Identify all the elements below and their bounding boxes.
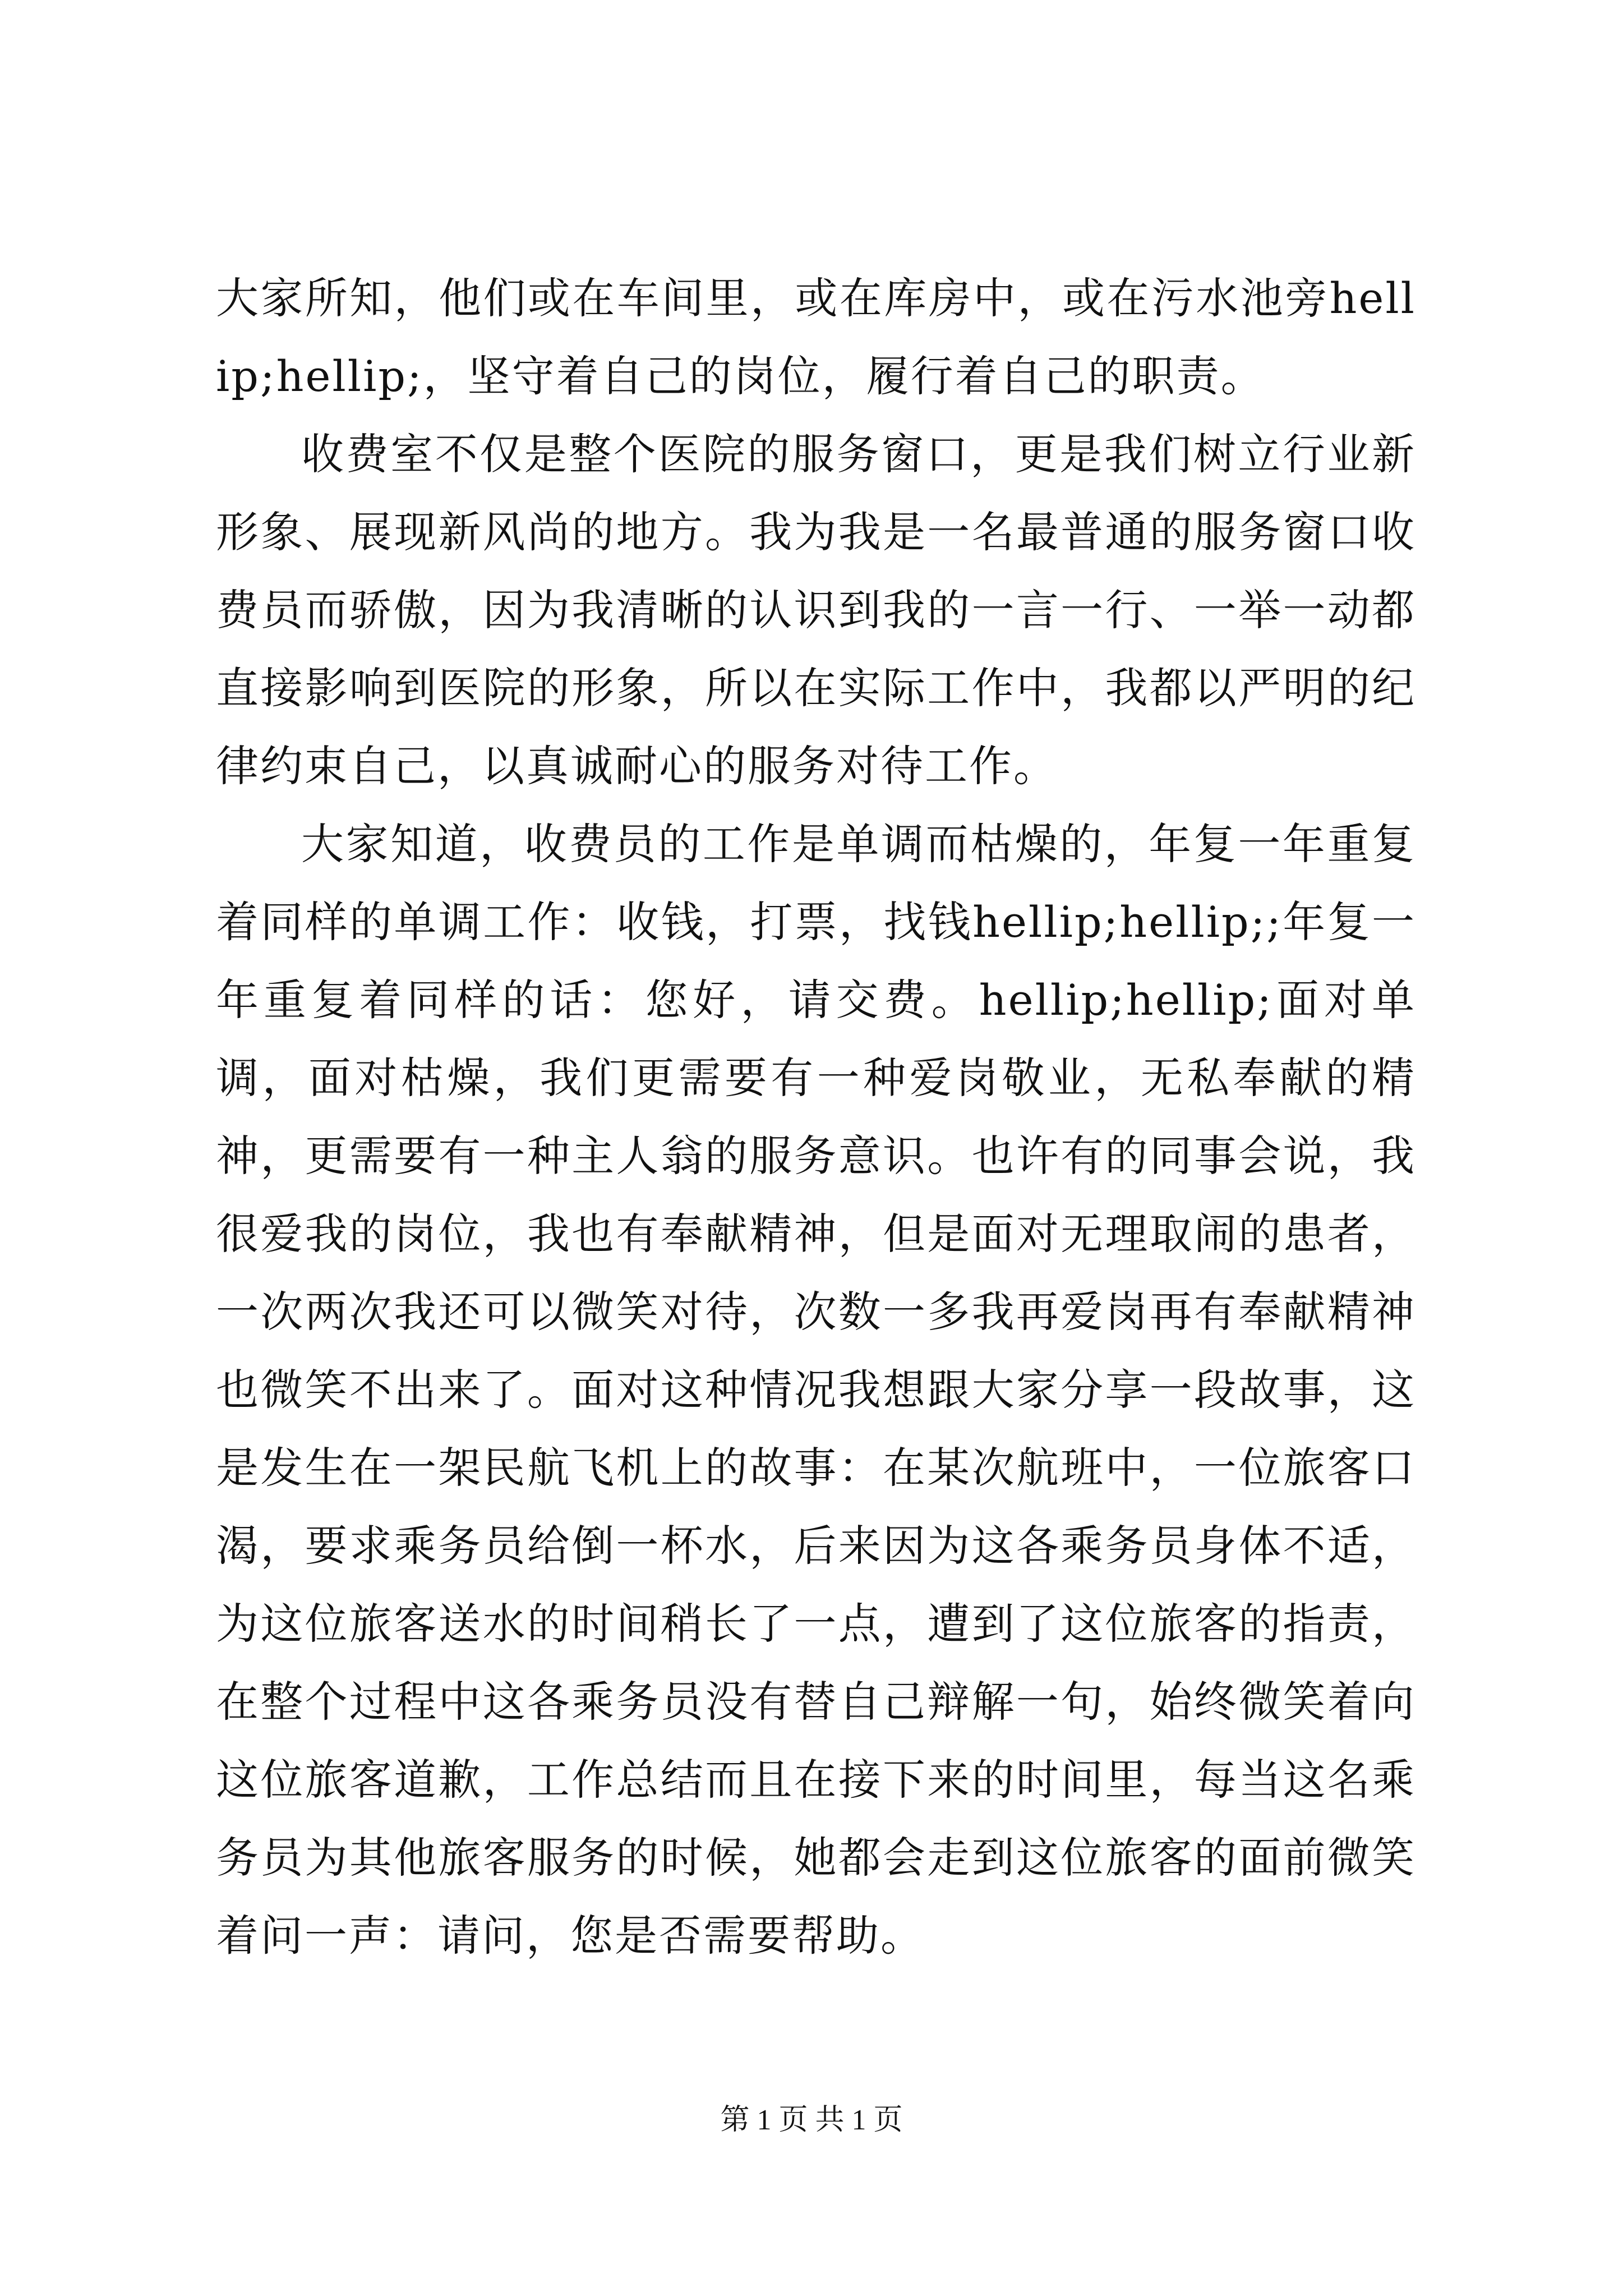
paragraph-cashier-work: 大家知道，收费员的工作是单调而枯燥的，年复一年重复着同样的单调工作：收钱，打票，找钱hellip;hellip;;年复一年重复着同样的话：您好，请交费。hellip;hellip;面对单调，面对枯燥，我们更需要有一种爱岗敬业，无私奉献的精神，更需要有一种主人翁的服务意识。也许有的同事会说，我很爱我的岗位，我也有奉献精神，但是面对无理取闹的患者，一次两次我还可以微笑对待，次数一多我再爱岗再有奉献精神也微笑不出来了。面对这种情况我想跟大家分享一段故事，这是发生在一架民航飞机上的故事：在某次航班中，一位旅客口渴，要求乘务员给倒一杯水，后来因为这各乘务员身体不适，为这位旅客送水的时间稍长了一点，遭到了这位旅客的指责，在整个过程中这各乘务员没有替自己辩解一句，始终微笑着向这位旅客道歉，工作总结而且在接下来的时间里，每当这名乘务员为其他旅客服务的时候，她都会走到这位旅客的面前微笑着问一声：请问，您是否需要帮助。 [216, 819, 1416, 1961]
document-body [216, 259, 1416, 1975]
paragraph-continuation: 大家所知，他们或在车间里，或在库房中，或在污水池旁hellip;hellip;，坚守着自己的岗位，履行着自己的职责。 [216, 273, 1416, 401]
paragraph-cashier-office: 收费室不仅是整个医院的服务窗口，更是我们树立行业新形象、展现新风尚的地方。我为我是一名最普通的服务窗口收费员而骄傲，因为我清晰的认识到我的一言一行、一举一动都直接影响到医院的形象，所以在实际工作中，我都以严明的纪律约束自己，以真诚耐心的服务对待工作。 [216, 429, 1416, 791]
page-footer: 第 1 页 共 1 页 [720, 2104, 903, 2136]
